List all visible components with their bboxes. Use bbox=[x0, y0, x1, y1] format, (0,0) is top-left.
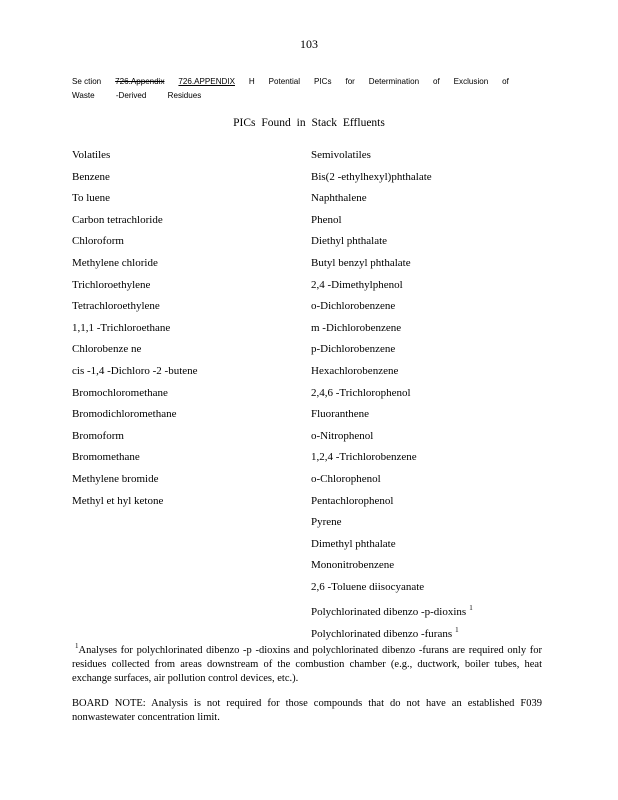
volatile-compound: Bromodichloromethane bbox=[72, 408, 177, 421]
compound-name: p-Dichlorobenzene bbox=[311, 343, 396, 356]
semivolatile-compound bbox=[311, 278, 551, 300]
compound-name: 2,6 -Toluene diisocyanate bbox=[311, 580, 425, 593]
compound-name: o-Chlorophenol bbox=[311, 472, 381, 485]
section-label: Se ction bbox=[72, 76, 102, 86]
section-header-line-2 bbox=[72, 88, 509, 102]
board-note: BOARD NOTE: Analysis is not required for those compounds that do not have an established F039 nonwastewater concentration limit. bbox=[72, 698, 542, 723]
volatile-compound: Benzene bbox=[72, 170, 110, 183]
semivolatile-compound bbox=[311, 364, 551, 386]
volatile-compound: 1,1,1 -Trichloroethane bbox=[72, 321, 171, 334]
compound-name: Polychlorinated dibenzo -p-dioxins bbox=[311, 606, 467, 619]
compound-name: Dimethyl phthalate bbox=[311, 537, 396, 550]
table-title: PICs Found in Stack Effluents bbox=[233, 117, 385, 129]
semivolatile-compound bbox=[311, 472, 551, 494]
title-word: -Derived bbox=[115, 90, 147, 100]
volatile-compound: Bromochloromethane bbox=[72, 386, 168, 399]
title-word: PICs bbox=[314, 76, 332, 86]
volatile-compound: To luene bbox=[72, 192, 111, 205]
volatiles-heading: Volatiles bbox=[72, 149, 111, 161]
semivolatile-compound bbox=[311, 429, 551, 451]
title-word: Waste bbox=[72, 90, 95, 100]
compound-name: o-Dichlorobenzene bbox=[311, 300, 396, 313]
semivolatiles-heading: Semivolatiles bbox=[311, 149, 371, 161]
volatile-compound: Methylene chloride bbox=[72, 256, 158, 269]
compound-name: 1,2,4 -Trichlorobenzene bbox=[311, 451, 417, 464]
compound-name: Polychlorinated dibenzo -furans bbox=[311, 628, 453, 641]
semivolatile-compound bbox=[311, 191, 551, 213]
section-header bbox=[72, 74, 509, 102]
semivolatile-compound bbox=[311, 537, 551, 559]
footnote-reference: 1 bbox=[455, 626, 459, 635]
title-word: of bbox=[433, 76, 440, 86]
semivolatile-compound bbox=[311, 558, 551, 580]
semivolatile-compound bbox=[311, 256, 551, 278]
footnote-text: Analyses for polychlorinated dibenzo -p -dioxins and polychlorinated dibenzo -furans are required only for residues collected from areas downstream of the combustion chamber (e.g., ductwork, boiler tubes, heat exchange surfaces, air pollution control devices, etc.). bbox=[72, 645, 542, 684]
semivolatile-compound bbox=[311, 386, 551, 408]
semivolatile-compound bbox=[311, 450, 551, 472]
volatile-compound: Bromomethane bbox=[72, 451, 140, 464]
volatile-compound: Methylene bromide bbox=[72, 472, 159, 485]
title-word: of bbox=[502, 76, 509, 86]
semivolatile-compound bbox=[311, 299, 551, 321]
appendix-label: 726.APPENDIX bbox=[178, 76, 235, 86]
volatiles-column bbox=[72, 148, 302, 515]
appendix-letter: H bbox=[248, 76, 255, 86]
volatile-compound: cis -1,4 -Dichloro -2 -butene bbox=[72, 364, 198, 377]
compound-name: 2,4,6 -Trichlorophenol bbox=[311, 386, 411, 399]
semivolatile-compound bbox=[311, 213, 551, 235]
volatile-compound: Trichloroethylene bbox=[72, 278, 151, 291]
semivolatile-compound bbox=[311, 170, 551, 192]
semivolatile-compound bbox=[311, 321, 551, 343]
title-word: Determination bbox=[368, 76, 420, 86]
semivolatile-compound bbox=[311, 407, 551, 429]
title-word: Potential bbox=[268, 76, 301, 86]
compound-name: Naphthalene bbox=[311, 192, 367, 205]
compound-name: o-Nitrophenol bbox=[311, 429, 374, 442]
semivolatiles-column bbox=[311, 148, 551, 645]
title-word: Residues bbox=[167, 90, 202, 100]
compound-name: Butyl benzyl phthalate bbox=[311, 256, 411, 269]
compound-name: Diethyl phthalate bbox=[311, 235, 388, 248]
volatile-compound: Chlorobenze ne bbox=[72, 343, 142, 356]
compound-name: 2,4 -Dimethylphenol bbox=[311, 278, 403, 291]
compound-name: Hexachlorobenzene bbox=[311, 364, 399, 377]
volatile-compound: Carbon tetrachloride bbox=[72, 213, 163, 226]
volatile-compound: Bromoform bbox=[72, 429, 124, 442]
compound-name: Bis(2 -ethylhexyl)phthalate bbox=[311, 170, 432, 183]
compound-name: m -Dichlorobenzene bbox=[311, 321, 402, 334]
semivolatile-compound bbox=[311, 494, 551, 516]
semivolatile-compound bbox=[311, 515, 551, 537]
compound-name: Mononitrobenzene bbox=[311, 559, 395, 572]
page-number: 103 bbox=[300, 37, 318, 51]
section-header-line-1 bbox=[72, 74, 509, 88]
footnote-marker: 1 bbox=[75, 642, 79, 650]
volatile-compound: Methyl et hyl ketone bbox=[72, 494, 164, 507]
volatile-compound: Chloroform bbox=[72, 235, 124, 248]
title-word: Exclusion bbox=[453, 76, 489, 86]
title-word: for bbox=[345, 76, 355, 86]
footnote-reference: 1 bbox=[469, 604, 473, 613]
compound-name: Pyrene bbox=[311, 516, 342, 529]
compound-name: Pentachlorophenol bbox=[311, 494, 394, 507]
semivolatile-compound bbox=[311, 234, 551, 256]
compound-name: Fluoranthene bbox=[311, 408, 370, 421]
compound-name: Phenol bbox=[311, 213, 342, 226]
semivolatile-compound bbox=[311, 580, 551, 602]
footnote bbox=[72, 639, 542, 686]
semivolatile-compound bbox=[311, 601, 551, 623]
struck-appendix-text: 726.Appendix bbox=[115, 76, 165, 86]
semivolatile-compound bbox=[311, 342, 551, 364]
volatile-compound: Tetrachloroethylene bbox=[72, 300, 160, 313]
